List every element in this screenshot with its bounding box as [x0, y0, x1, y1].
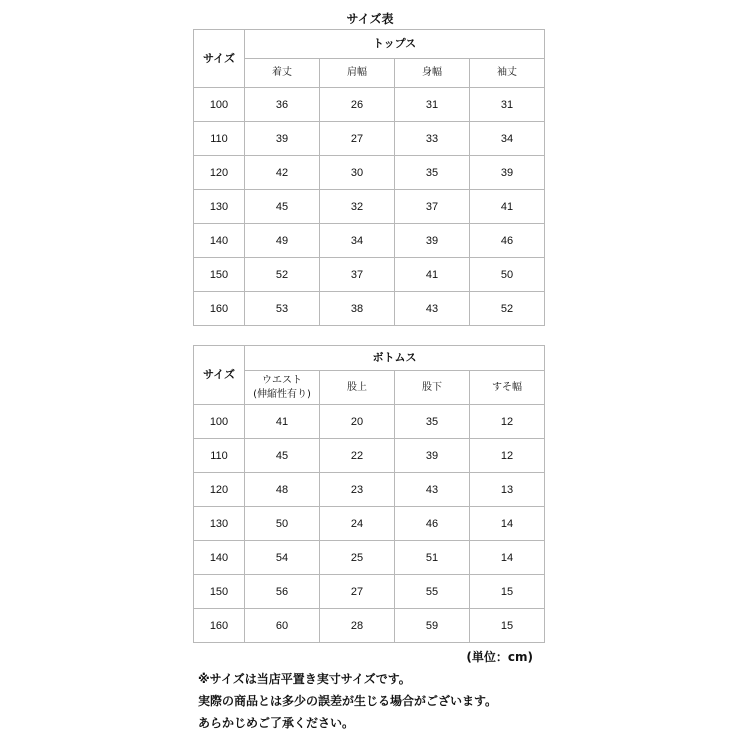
- tops-value-cell: 50: [470, 258, 545, 292]
- tops-table-row: [194, 88, 545, 122]
- tops-value-cell: 41: [470, 190, 545, 224]
- tops-size-cell: 130: [194, 190, 245, 224]
- bottoms-table-row: [194, 405, 545, 439]
- bottoms-value-cell: 55: [395, 575, 470, 609]
- bottoms-waist-header: [245, 371, 320, 405]
- bottoms-size-cell: 150: [194, 575, 245, 609]
- note-line: ※サイズは当店平置き実寸サイズです。: [198, 672, 411, 686]
- tops-value-cell: 46: [470, 224, 545, 258]
- tops-value-cell: 31: [470, 88, 545, 122]
- bottoms-value-cell: 35: [395, 405, 470, 439]
- bottoms-table-row: [194, 541, 545, 575]
- bottoms-value-cell: 12: [470, 439, 545, 473]
- tops-value-cell: 36: [245, 88, 320, 122]
- tops-value-cell: 41: [395, 258, 470, 292]
- tops-col-header: 身幅: [395, 59, 470, 88]
- bottoms-size-cell: 140: [194, 541, 245, 575]
- tops-value-cell: 37: [320, 258, 395, 292]
- bottoms-value-cell: 59: [395, 609, 470, 643]
- bottoms-value-cell: 28: [320, 609, 395, 643]
- tops-value-cell: 30: [320, 156, 395, 190]
- bottoms-table-row: [194, 507, 545, 541]
- bottoms-value-cell: 27: [320, 575, 395, 609]
- bottoms-col-header: 股上: [320, 371, 395, 405]
- bottoms-value-cell: 41: [245, 405, 320, 439]
- tops-table-row: [194, 258, 545, 292]
- tops-value-cell: 42: [245, 156, 320, 190]
- tops-value-cell: 39: [395, 224, 470, 258]
- tops-value-cell: 31: [395, 88, 470, 122]
- tops-table-row: [194, 190, 545, 224]
- tops-value-cell: 43: [395, 292, 470, 326]
- tops-size-header: サイズ: [194, 30, 245, 88]
- tops-group-header: トップス: [245, 30, 545, 59]
- waist-label: ウエスト: [262, 374, 302, 386]
- tops-size-cell: 120: [194, 156, 245, 190]
- bottoms-size-table: [193, 345, 545, 643]
- bottoms-value-cell: 20: [320, 405, 395, 439]
- bottoms-size-cell: 130: [194, 507, 245, 541]
- tops-value-cell: 34: [470, 122, 545, 156]
- tops-size-cell: 100: [194, 88, 245, 122]
- tops-value-cell: 33: [395, 122, 470, 156]
- tops-size-table: [193, 29, 545, 326]
- bottoms-value-cell: 13: [470, 473, 545, 507]
- tops-size-cell: 160: [194, 292, 245, 326]
- bottoms-value-cell: 25: [320, 541, 395, 575]
- bottoms-value-cell: 15: [470, 609, 545, 643]
- bottoms-col-header: すそ幅: [470, 371, 545, 405]
- tops-size-cell: 140: [194, 224, 245, 258]
- bottoms-value-cell: 54: [245, 541, 320, 575]
- bottoms-value-cell: 60: [245, 609, 320, 643]
- bottoms-size-cell: 100: [194, 405, 245, 439]
- bottoms-value-cell: 15: [470, 575, 545, 609]
- bottoms-value-cell: 48: [245, 473, 320, 507]
- tops-table-row: [194, 224, 545, 258]
- bottoms-value-cell: 24: [320, 507, 395, 541]
- bottoms-value-cell: 14: [470, 507, 545, 541]
- tops-col-header: 肩幅: [320, 59, 395, 88]
- tops-col-header: 袖丈: [470, 59, 545, 88]
- tops-table-row: [194, 122, 545, 156]
- notes: [198, 668, 497, 734]
- tops-value-cell: 39: [245, 122, 320, 156]
- bottoms-value-cell: 22: [320, 439, 395, 473]
- bottoms-value-cell: 12: [470, 405, 545, 439]
- unit-label: (単位：cm): [466, 650, 533, 664]
- bottoms-value-cell: 43: [395, 473, 470, 507]
- tops-value-cell: 32: [320, 190, 395, 224]
- tops-value-cell: 45: [245, 190, 320, 224]
- bottoms-group-header: ボトムス: [245, 346, 545, 371]
- bottoms-size-header: サイズ: [194, 346, 245, 405]
- size-chart-title: サイズ表: [346, 12, 394, 26]
- tops-value-cell: 35: [395, 156, 470, 190]
- bottoms-table-row: [194, 575, 545, 609]
- tops-value-cell: 52: [245, 258, 320, 292]
- bottoms-table-row: [194, 473, 545, 507]
- bottoms-value-cell: 51: [395, 541, 470, 575]
- bottoms-value-cell: 50: [245, 507, 320, 541]
- bottoms-value-cell: 56: [245, 575, 320, 609]
- tops-size-cell: 110: [194, 122, 245, 156]
- tops-value-cell: 53: [245, 292, 320, 326]
- tops-value-cell: 38: [320, 292, 395, 326]
- note-line: あらかじめご了承ください。: [198, 716, 355, 730]
- bottoms-table-row: [194, 439, 545, 473]
- bottoms-value-cell: 39: [395, 439, 470, 473]
- tops-value-cell: 34: [320, 224, 395, 258]
- bottoms-value-cell: 14: [470, 541, 545, 575]
- note-line: 実際の商品とは多少の誤差が生じる場合がございます。: [198, 694, 498, 708]
- bottoms-size-cell: 120: [194, 473, 245, 507]
- tops-value-cell: 37: [395, 190, 470, 224]
- tops-value-cell: 26: [320, 88, 395, 122]
- bottoms-size-cell: 110: [194, 439, 245, 473]
- bottoms-col-header: 股下: [395, 371, 470, 405]
- waist-note: (伸縮性有り): [253, 388, 311, 400]
- tops-table-row: [194, 292, 545, 326]
- bottoms-value-cell: 45: [245, 439, 320, 473]
- bottoms-table-row: [194, 609, 545, 643]
- tops-value-cell: 39: [470, 156, 545, 190]
- tops-value-cell: 49: [245, 224, 320, 258]
- tops-value-cell: 27: [320, 122, 395, 156]
- bottoms-value-cell: 46: [395, 507, 470, 541]
- tops-col-header: 着丈: [245, 59, 320, 88]
- tops-size-cell: 150: [194, 258, 245, 292]
- tops-value-cell: 52: [470, 292, 545, 326]
- bottoms-size-cell: 160: [194, 609, 245, 643]
- bottoms-value-cell: 23: [320, 473, 395, 507]
- tops-table-row: [194, 156, 545, 190]
